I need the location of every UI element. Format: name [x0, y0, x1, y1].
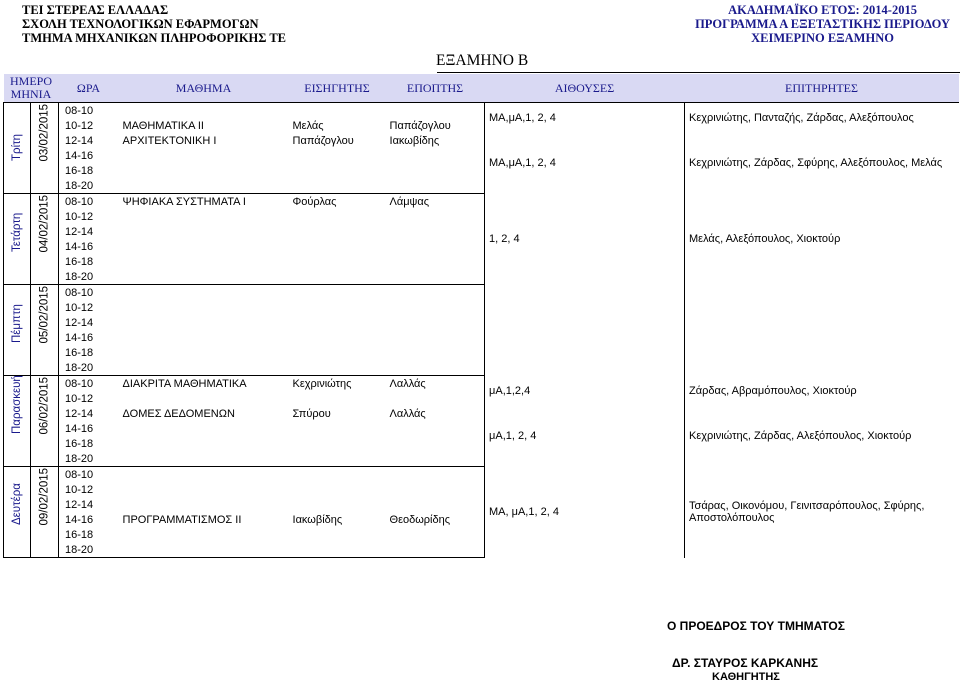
course-cell [119, 254, 289, 269]
proctors-cell: Ζάρδας, Αβραμόπουλος, Χιοκτούρ [685, 376, 959, 407]
course-cell [119, 178, 289, 194]
hour-cell: 14-16 [65, 513, 94, 526]
teacher-cell [289, 330, 386, 345]
course-cell [119, 239, 289, 254]
supervisor-cell [386, 482, 485, 497]
teacher-cell [289, 285, 386, 301]
supervisor-cell: Λάμψας [389, 195, 430, 208]
schedule-row [4, 103, 959, 119]
course-cell [119, 224, 289, 239]
period-header [695, 3, 950, 45]
hour-cell: 14-16 [65, 422, 94, 435]
academic-year: ΑΚΑΔΗΜΑΪΚΟ ΕΤΟΣ: 2014-2015 [728, 3, 917, 17]
rooms-cell: μΑ,1,2,4 [485, 376, 685, 407]
course-cell: ΔΙΑΚΡΙΤΑ ΜΑΘΗΜΑΤΙΚΑ [122, 377, 247, 390]
day-name: Πέμπτη [11, 304, 23, 343]
hour-cell: 18-20 [59, 542, 119, 558]
supervisor-cell: Παπάζογλου [389, 119, 451, 132]
proctors-cell: Μελάς, Αλεξόπουλος, Χιοκτούρ [685, 194, 959, 285]
exam-period: ΠΡΟΓΡΑΜΜΑ Α ΕΞΕΤΑΣΤΙΚΗΣ ΠΕΡΙΟΔΟΥ [695, 17, 950, 31]
hour-cell: 14-16 [65, 331, 94, 344]
supervisor-cell [386, 224, 485, 239]
course-cell [119, 451, 289, 467]
course-cell [119, 300, 289, 315]
teacher-cell [289, 178, 386, 194]
signature-title: Ο ΠΡΟΕΔΡΟΣ ΤΟΥ ΤΜΗΜΑΤΟΣ [667, 619, 845, 633]
semester-season: ΧΕΙΜΕΡΙΝΟ ΕΞΑΜΗΝΟ [751, 31, 894, 45]
course-cell [119, 542, 289, 558]
course-cell [119, 482, 289, 497]
date-cell [31, 285, 59, 376]
school-line: ΣΧΟΛΗ ΤΕΧΝΟΛΟΓΙΚΩΝ ΕΦΑΡΜΟΓΩΝ [22, 17, 259, 31]
course-cell [119, 497, 289, 512]
department-line: ΤΜΗΜΑ ΜΗΧΑΝΙΚΩΝ ΠΛΗΡΟΦΟΡΙΚΗΣ ΤΕ [22, 31, 287, 45]
date-cell [31, 103, 59, 194]
course-cell: ΜΑΘΗΜΑΤΙΚΑ ΙΙ [122, 119, 204, 132]
rooms-cell: μΑ,1, 2, 4 [485, 406, 685, 467]
supervisor-cell [386, 269, 485, 285]
hour-cell: 10-12 [65, 392, 94, 405]
rooms-cell: ΜΑ, μΑ,1, 2, 4 [485, 467, 685, 558]
day-name-cell [4, 285, 31, 376]
hour-cell: 12-14 [65, 407, 94, 420]
hour-cell: 10-12 [65, 210, 94, 223]
semester-title: ΕΞΑΜΗΝΟ Β [436, 52, 529, 69]
day-name-cell [4, 103, 31, 194]
rooms-cell: 1, 2, 4 [485, 194, 685, 285]
date-text: 03/02/2015 [38, 103, 51, 162]
hour-cell: 08-10 [65, 195, 94, 208]
teacher-cell [289, 103, 386, 119]
col-header-hour: ΩΡΑ [59, 74, 119, 103]
col-header-course: ΜΑΘΗΜΑ [119, 74, 289, 103]
col-header-proctors: ΕΠΙΤΗΡΗΤΕΣ [685, 74, 959, 103]
course-cell: ΑΡΧΙΤΕΚΤΟΝΙΚΗ Ι [122, 134, 217, 147]
teacher-cell: Κεχρινιώτης [292, 377, 352, 390]
course-cell [119, 360, 289, 376]
schedule-row [4, 376, 959, 392]
course-cell [119, 315, 289, 330]
hour-cell: 10-12 [65, 119, 94, 132]
course-cell [119, 209, 289, 224]
teacher-cell [289, 391, 386, 406]
hour-cell: 18-20 [59, 360, 119, 376]
supervisor-cell [386, 148, 485, 163]
supervisor-cell: Θεοδωρίδης [389, 513, 451, 526]
teacher-cell: Φούρλας [292, 195, 337, 208]
course-cell [119, 527, 289, 542]
teacher-cell [289, 360, 386, 376]
teacher-cell [289, 482, 386, 497]
institution-line: ΤΕΙ ΣΤΕΡΕΑΣ ΕΛΛΑΔΑΣ [22, 3, 169, 17]
course-cell [119, 330, 289, 345]
date-text: 06/02/2015 [38, 376, 51, 435]
teacher-cell [289, 542, 386, 558]
signature-role: ΚΑΘΗΓΗΤΗΣ [712, 671, 780, 683]
supervisor-cell [386, 360, 485, 376]
schedule-row [4, 133, 959, 148]
proctors-cell [685, 285, 959, 376]
teacher-cell [289, 451, 386, 467]
teacher-cell: Μελάς [292, 119, 324, 132]
course-cell [119, 345, 289, 360]
col-header-rooms: ΑΙΘΟΥΣΕΣ [485, 74, 685, 103]
teacher-cell [289, 467, 386, 483]
teacher-cell [289, 345, 386, 360]
teacher-cell [289, 163, 386, 178]
course-cell [119, 103, 289, 119]
col-header-date-line2: ΜΗΝΙΑ [10, 87, 52, 101]
col-header-date-line1: ΗΜΕΡΟ [10, 74, 53, 88]
day-name-cell [4, 194, 31, 285]
hour-cell: 18-20 [59, 451, 119, 467]
course-cell [119, 285, 289, 301]
supervisor-cell [386, 285, 485, 301]
schedule-row [4, 467, 959, 483]
date-text: 09/02/2015 [38, 467, 51, 526]
proctors-cell: Τσάρας, Οικονόμου, Γεινιτσαρόπουλος, Σφύρης, Αποστολόπουλος [685, 467, 959, 558]
supervisor-cell [386, 330, 485, 345]
exam-schedule-table [3, 74, 959, 558]
course-cell [119, 391, 289, 406]
signature-name: ΔΡ. ΣΤΑΥΡΟΣ ΚΑΡΚΑΝΗΣ [672, 656, 819, 670]
hour-cell: 16-18 [65, 437, 94, 450]
supervisor-cell [386, 436, 485, 451]
teacher-cell: Παπάζογλου [292, 134, 354, 147]
hour-cell: 12-14 [65, 316, 94, 329]
day-name: Τετάρτη [11, 212, 23, 252]
teacher-cell [289, 254, 386, 269]
rooms-cell: ΜΑ,μΑ,1, 2, 4 [485, 103, 685, 134]
hour-cell: 18-20 [59, 269, 119, 285]
proctors-cell: Κεχρινιώτης, Ζάρδας, Σφύρης, Αλεξόπουλος, Μελάς [685, 133, 959, 194]
schedule-row [4, 194, 959, 210]
supervisor-cell [386, 391, 485, 406]
course-cell [119, 467, 289, 483]
rooms-cell: ΜΑ,μΑ,1, 2, 4 [485, 133, 685, 194]
rooms-cell [485, 285, 685, 376]
date-cell [31, 376, 59, 467]
day-name: Παρασκευή [11, 375, 23, 434]
date-text: 05/02/2015 [38, 285, 51, 344]
teacher-cell: Σπύρου [292, 407, 331, 420]
supervisor-cell: Ιακωβίδης [389, 134, 440, 147]
hour-cell: 16-18 [65, 164, 94, 177]
hour-cell: 08-10 [65, 286, 94, 299]
supervisor-cell [386, 421, 485, 436]
supervisor-cell: Λαλλάς [389, 407, 426, 420]
schedule-row [4, 406, 959, 421]
teacher-cell [289, 269, 386, 285]
hour-cell: 18-20 [59, 178, 119, 194]
supervisor-cell [386, 345, 485, 360]
teacher-cell [289, 224, 386, 239]
supervisor-cell [386, 451, 485, 467]
course-cell [119, 269, 289, 285]
teacher-cell [289, 148, 386, 163]
teacher-cell [289, 315, 386, 330]
course-cell [119, 163, 289, 178]
date-text: 04/02/2015 [38, 194, 51, 253]
hour-cell: 16-18 [65, 528, 94, 541]
col-header-teacher: ΕΙΣΗΓΗΤΗΣ [289, 74, 386, 103]
teacher-cell [289, 239, 386, 254]
teacher-cell [289, 436, 386, 451]
hour-cell: 08-10 [65, 104, 94, 117]
date-cell [31, 194, 59, 285]
supervisor-cell [386, 209, 485, 224]
institution-header [22, 3, 286, 45]
hour-cell: 16-18 [65, 255, 94, 268]
teacher-cell [289, 209, 386, 224]
day-name: Τρίτη [11, 133, 23, 161]
proctors-cell: Κεχρινιώτης, Πανταζής, Ζάρδας, Αλεξόπουλος [685, 103, 959, 134]
hour-cell: 12-14 [65, 134, 94, 147]
supervisor-cell [386, 315, 485, 330]
teacher-cell [289, 300, 386, 315]
col-header-supervisor: ΕΠΟΠΤΗΣ [386, 74, 485, 103]
supervisor-cell [386, 239, 485, 254]
supervisor-cell: Λαλλάς [389, 377, 426, 390]
supervisor-cell [386, 527, 485, 542]
col-header-date [4, 74, 59, 103]
course-cell [119, 421, 289, 436]
teacher-cell [289, 421, 386, 436]
supervisor-cell [386, 178, 485, 194]
column-header-row [4, 74, 959, 103]
hour-cell: 14-16 [65, 240, 94, 253]
course-cell [119, 148, 289, 163]
day-name: Δευτέρα [11, 483, 23, 525]
semester-underline [437, 72, 960, 73]
supervisor-cell [386, 254, 485, 269]
hour-cell: 12-14 [65, 498, 94, 511]
proctors-cell: Κεχρινιώτης, Ζάρδας, Αλεξόπουλος, Χιοκτούρ [685, 406, 959, 467]
course-cell [119, 436, 289, 451]
teacher-cell [289, 497, 386, 512]
supervisor-cell [386, 163, 485, 178]
course-cell: ΨΗΦΙΑΚΑ ΣΥΣΤΗΜΑΤΑ Ι [122, 195, 246, 208]
hour-cell: 08-10 [65, 468, 94, 481]
hour-cell: 16-18 [65, 346, 94, 359]
day-name-cell [4, 467, 31, 558]
schedule-row [4, 285, 959, 301]
date-cell [31, 467, 59, 558]
course-cell: ΠΡΟΓΡΑΜΜΑΤΙΣΜΟΣ ΙΙ [122, 513, 242, 526]
supervisor-cell [386, 300, 485, 315]
day-name-cell [4, 376, 31, 467]
supervisor-cell [386, 542, 485, 558]
hour-cell: 10-12 [65, 483, 94, 496]
supervisor-cell [386, 467, 485, 483]
hour-cell: 10-12 [65, 301, 94, 314]
hour-cell: 12-14 [65, 225, 94, 238]
teacher-cell [289, 527, 386, 542]
course-cell: ΔΟΜΕΣ ΔΕΔΟΜΕΝΩΝ [122, 407, 235, 420]
supervisor-cell [386, 497, 485, 512]
supervisor-cell [386, 103, 485, 119]
teacher-cell: Ιακωβίδης [292, 513, 343, 526]
hour-cell: 14-16 [65, 149, 94, 162]
hour-cell: 08-10 [65, 377, 94, 390]
